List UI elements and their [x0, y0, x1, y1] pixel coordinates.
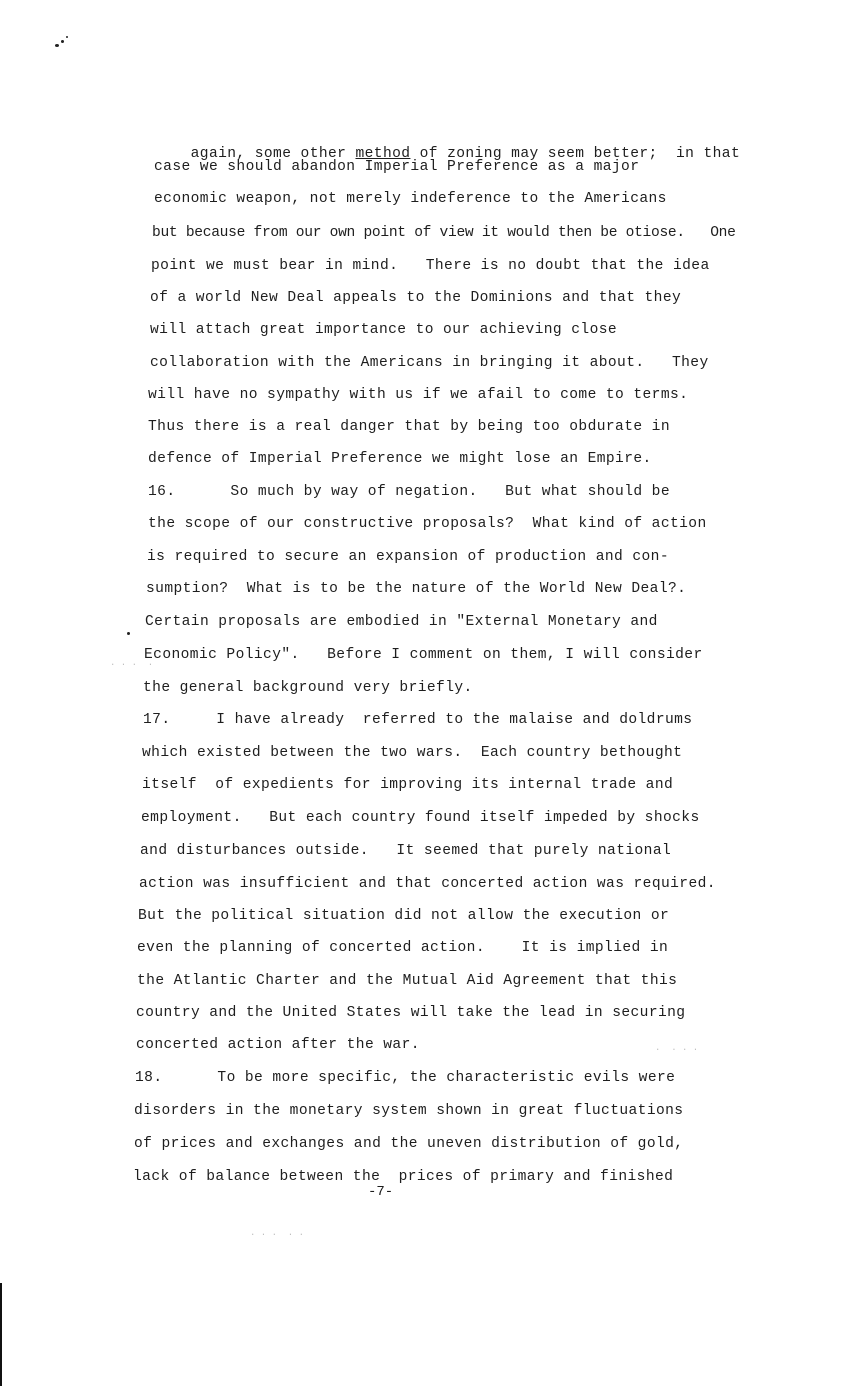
text-line: action was insufficient and that concerted action was required. [139, 876, 716, 892]
text-line: and disturbances outside. It seemed that purely national [140, 843, 672, 859]
text-line: which existed between the two wars. Each country bethought [142, 745, 683, 761]
text-line: but because from our own point of view it would then be otiose. One [152, 225, 736, 241]
text-segment: of zoning may seem better; in that [410, 146, 741, 162]
text-line: is required to secure an expansion of production and con- [147, 549, 669, 565]
text-line: of a world New Deal appeals to the Dominions and that they [150, 290, 682, 306]
text-line: lack of balance between the prices of primary and finished [133, 1169, 674, 1185]
text-line: case we should abandon Imperial Preference as a major [154, 159, 640, 175]
text-line: will have no sympathy with us if we afail to come to terms. [148, 387, 689, 403]
text-line: country and the United States will take the lead in securing [136, 1005, 686, 1021]
text-line: the general background very briefly. [143, 680, 473, 696]
paragraph-16: 16. So much by way of negation. But what should be [148, 484, 670, 500]
text-line: point we must bear in mind. There is no doubt that the idea [151, 258, 710, 274]
text-line: even the planning of concerted action. It is implied in [137, 940, 669, 956]
bleed-through-mark: · · · · · [250, 1230, 305, 1240]
scan-speck [61, 40, 64, 43]
text-line: defence of Imperial Preference we might lose an Empire. [148, 451, 652, 467]
text-line: economic weapon, not merely indeference to the Americans [154, 191, 667, 207]
scan-speck [55, 44, 59, 47]
text-line: But the political situation did not allow the execution or [138, 908, 670, 924]
text-line: the scope of our constructive proposals? What kind of action [148, 516, 707, 532]
text-line: of prices and exchanges and the uneven distribution of gold, [134, 1136, 684, 1152]
scan-speck [127, 632, 130, 635]
bleed-through-mark: · · · · [110, 660, 154, 670]
text-line: disorders in the monetary system shown in great fluctuations [134, 1103, 684, 1119]
scan-speck [66, 36, 68, 38]
text-line: employment. But each country found itself impeded by shocks [141, 810, 700, 826]
scan-edge-rule [0, 1283, 2, 1386]
text-segment: again, some other [190, 146, 356, 162]
page-number: -7- [368, 1184, 394, 1200]
text-line: sumption? What is to be the nature of the World New Deal?. [146, 581, 687, 597]
paragraph-18: 18. To be more specific, the characteristic evils were [135, 1070, 676, 1086]
text-line: collaboration with the Americans in bringing it about. They [150, 355, 709, 371]
paragraph-17: 17. I have already referred to the malaise and doldrums [143, 712, 693, 728]
underlined-word: method [355, 146, 411, 162]
text-line: Thus there is a real danger that by being too obdurate in [148, 419, 670, 435]
text-line: Economic Policy". Before I comment on them, I will consider [144, 647, 703, 663]
text-line: will attach great importance to our achieving close [150, 322, 618, 338]
text-line: the Atlantic Charter and the Mutual Aid Agreement that this [137, 973, 678, 989]
text-line: Certain proposals are embodied in "External Monetary and [145, 614, 658, 630]
text-line: itself of expedients for improving its internal trade and [142, 777, 674, 793]
text-line: concerted action after the war. [136, 1037, 420, 1053]
bleed-through-mark: · · · · [655, 1045, 699, 1055]
